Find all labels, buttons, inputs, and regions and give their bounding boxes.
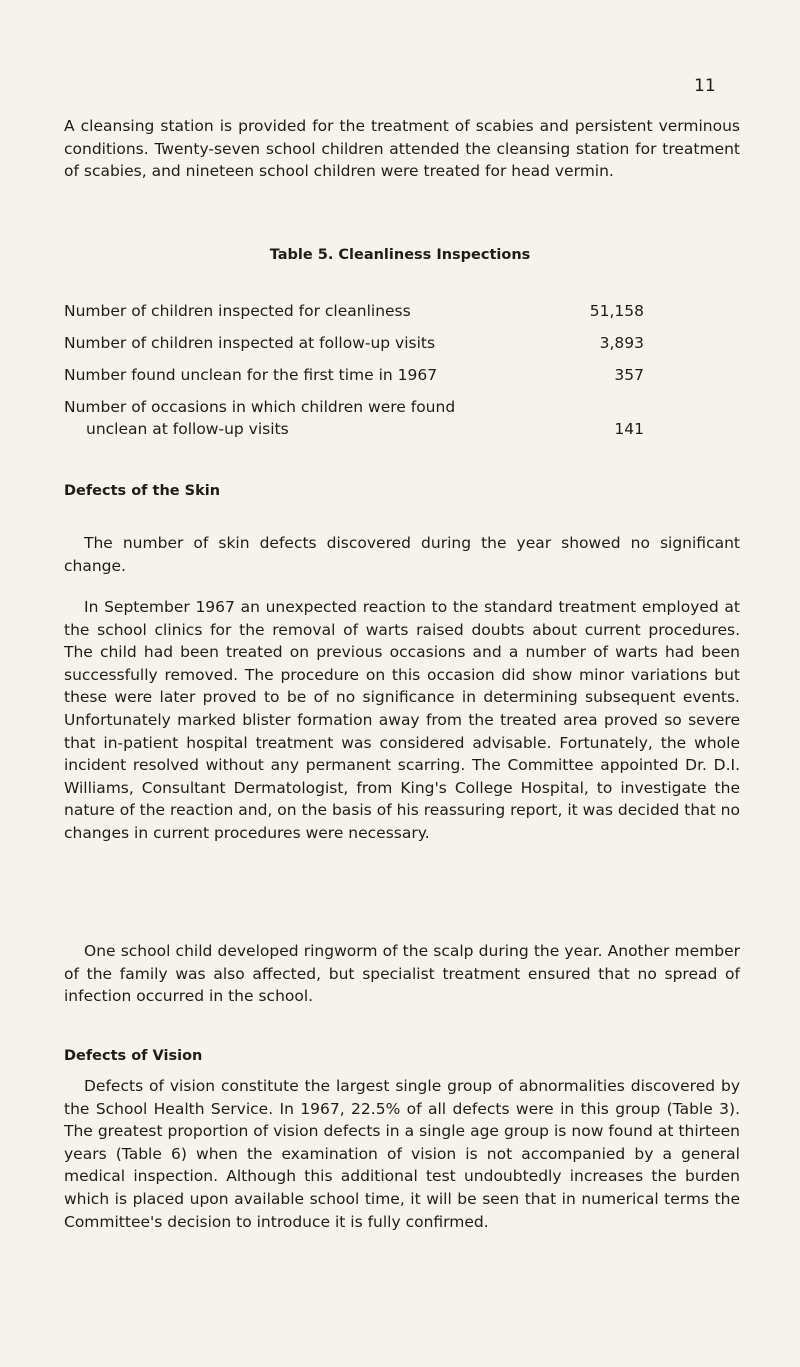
row-value: 51,158	[589, 302, 644, 320]
row-label	[64, 396, 544, 440]
table-row	[64, 300, 644, 322]
skin-paragraph-2: In September 1967 an unexpected reaction to the standard treatment employed at the school clinics for the removal of warts raised doubts about current procedures. The child had been treated on previous occasions and a number of warts had been successfully removed. The procedure on this occasion did show minor variations but these were later proved to be of no significance in determining subsequent events. Unfortunately marked blister formation away from the treated area proved so severe that in-patient hospital treatment was considered advisable. Fortunately, the whole incident resolved without any permanent scarring. The Committee appointed Dr. D.I. Williams, Consultant Dermatologist, from King's College Hospital, to investigate the nature of the reaction and, on the basis of his reassuring report, it was decided that no changes in current procedures were necessary.	[64, 598, 740, 842]
skin-heading: Defects of the Skin	[64, 483, 221, 499]
intro-paragraph: A cleansing station is provided for the treatment of scabies and persistent verminous conditions. Twenty-seven school children attended the cleansing station for treatment of scabies, and nineteen school children were treated for head vermin.	[64, 117, 740, 181]
page-number: 11	[694, 76, 716, 96]
row-value: 357	[614, 366, 644, 384]
vision-heading: Defects of Vision	[64, 1048, 203, 1064]
vision-paragraph-1: Defects of vision constitute the largest single group of abnormalities discovered by the School Health Service. In 1967, 22.5% of all defects were in this group (Table 3). The greatest proportion of vision defects in a single age group is now found at thirteen years (Table 6) when the examination of vision is not accompanied by a general medical inspection. Although this additional test undoubtedly increases the burden which is placed upon available school time, it will be seen that in numerical terms the Committee's decision to introduce it is fully confirmed.	[64, 1077, 740, 1231]
row-label: Number found unclean for the first time in 1967	[64, 366, 438, 384]
cleanliness-table	[64, 300, 644, 450]
row-label-line2: unclean at follow-up visits	[86, 420, 289, 438]
row-value: 3,893	[599, 334, 644, 352]
row-label: Number of children inspected at follow-up visits	[64, 334, 436, 352]
row-label-line1: Number of occasions in which children were found	[64, 398, 456, 416]
table-row	[64, 396, 644, 440]
table-title: Table 5. Cleanliness Inspections	[269, 247, 531, 263]
skin-paragraph-1: The number of skin defects discovered during the year showed no significant change.	[64, 534, 740, 575]
row-value: 141	[614, 420, 644, 438]
table-row	[64, 332, 644, 354]
table-row	[64, 364, 644, 386]
skin-paragraph-3: One school child developed ringworm of the scalp during the year. Another member of the family was also affected, but specialist treatment ensured that no spread of infection occurred in the school.	[64, 942, 740, 1006]
row-label: Number of children inspected for cleanliness	[64, 302, 411, 320]
